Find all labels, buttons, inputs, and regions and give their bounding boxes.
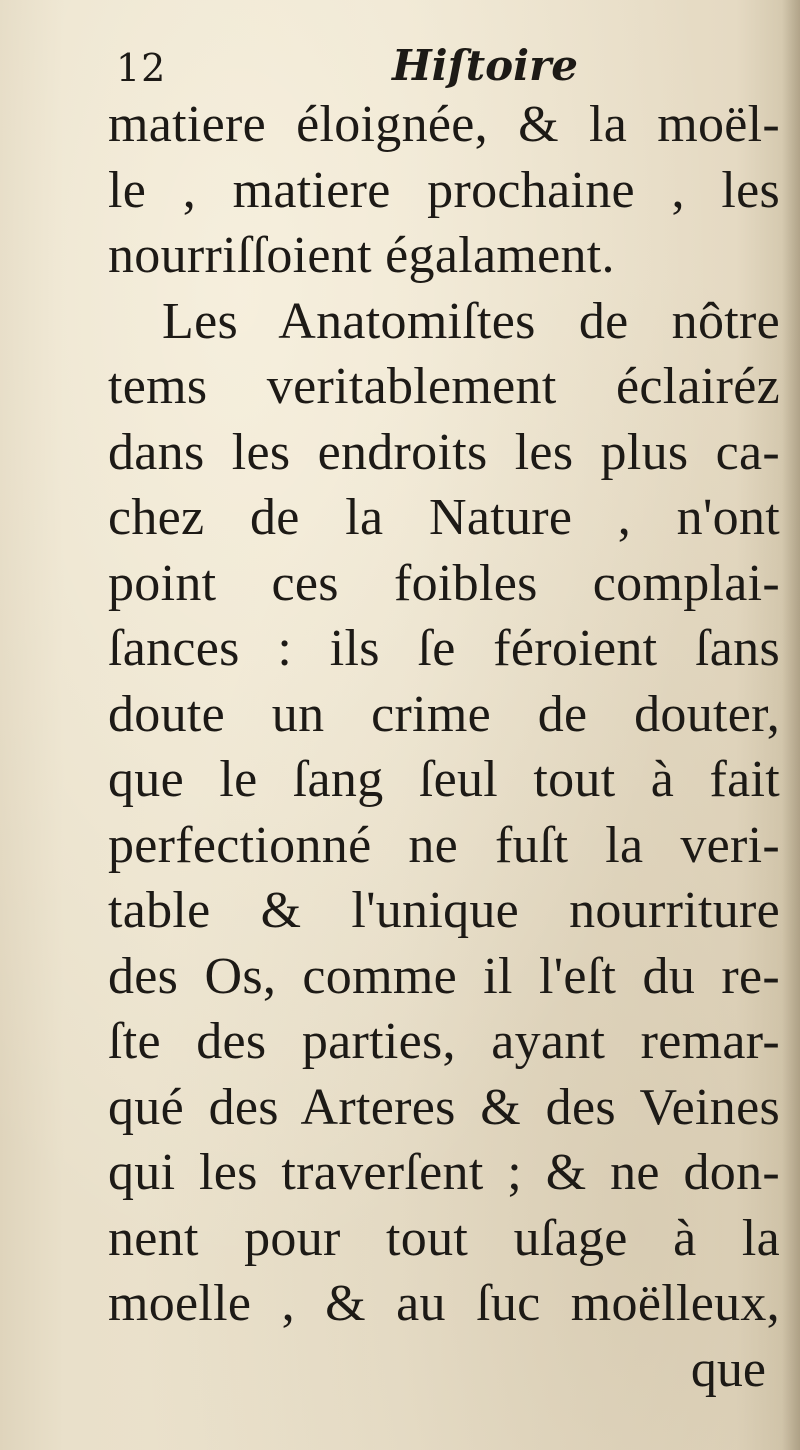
text-line: nourriſſoient égalament. [108,227,615,284]
running-title: Hiſtoire [392,41,578,90]
body-text [108,92,780,1337]
text-line: table & l'unique nourriture [108,882,780,939]
text-line: ſte des parties, ayant remar- [108,1013,780,1070]
text-line: dans les endroits les plus ca- [108,423,780,481]
page-header [112,42,772,98]
text-line: chez de la Nature , n'ont [108,489,780,546]
text-line: le , matiere prochaine , les [108,161,780,219]
text-line: qui les traverſent ; & ne don- [108,1144,780,1201]
text-line: perfectionné ne fuſt la veri- [108,816,780,874]
text-line: des Os, comme il l'eſt du re- [108,947,780,1005]
page-number: 12 [116,46,167,90]
text-line: point ces foibles complai- [108,554,780,612]
text-line: moelle , & au ſuc moëlleux, [108,1275,780,1332]
page-edge-shadow [782,0,800,1450]
text-line: ſances : ils ſe féroient ſans [108,620,780,677]
text-line: doute un crime de douter, [108,685,780,743]
text-line: matiere éloignée, & la moël- [108,96,780,153]
text-line: Les Anatomiſtes de nôtre [162,292,780,350]
text-line: nent pour tout uſage à la [108,1209,780,1267]
text-line: qué des Arteres & des Veines [108,1078,780,1136]
text-line: que le ſang ſeul tout à fait [108,751,780,808]
catchword: que [690,1341,766,1398]
text-line: tems veritablement éclairéz [108,358,780,415]
